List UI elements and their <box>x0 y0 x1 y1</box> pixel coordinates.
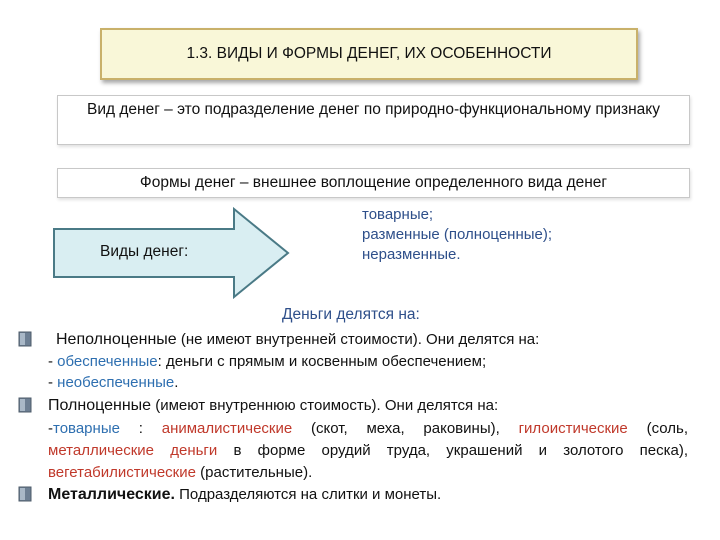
secured-text: : деньги с прямым и косвенным обеспечением; <box>157 353 487 370</box>
split-title: Деньги делятся на: <box>282 306 420 323</box>
definition-term: Вид денег <box>87 101 160 118</box>
incomplete-heading: Неполноценные <box>56 331 177 348</box>
definition-box <box>57 95 690 145</box>
definition-text: – это подразделение денег по природно-функциональному признаку <box>159 101 660 118</box>
slide-title-box <box>100 28 638 80</box>
section-incomplete <box>56 329 696 350</box>
line-prefix: - <box>48 374 58 391</box>
section-metal <box>48 484 688 505</box>
incomplete-line-1 <box>48 351 688 372</box>
arrow-label: Виды денег: <box>100 243 189 260</box>
metal-money-examples: в форме орудий труда, украшений и золотого песка), <box>217 442 688 459</box>
unsecured-term: необеспеченные <box>57 374 175 391</box>
line-prefix: - <box>48 353 58 370</box>
secured-term: обеспеченные <box>57 353 158 370</box>
square-bullet-icon <box>18 331 32 347</box>
metal-text: Подразделяются на слитки и монеты. <box>174 486 442 503</box>
complete-details <box>48 418 688 484</box>
line-end: . <box>174 374 179 391</box>
complete-text: (имеют внутреннюю стоимость). Они делятся на: <box>151 397 499 414</box>
type-item: товарные; <box>362 206 434 223</box>
incomplete-line-2 <box>48 372 688 393</box>
dash: - <box>48 420 53 437</box>
section-complete <box>48 395 688 416</box>
vegetable-term: вегетабилистические <box>48 464 196 481</box>
incomplete-text: (не имеют внутренней стоимости). Они делятся на: <box>176 331 540 348</box>
hyloistic-term: гилоистические <box>518 420 628 437</box>
types-list <box>362 205 552 265</box>
complete-heading: Полноценные <box>48 397 152 414</box>
type-item: разменные (полноценные); <box>362 226 553 243</box>
slide-title: 1.3. ВИДЫ И ФОРМЫ ДЕНЕГ, ИХ ОСОБЕННОСТИ <box>186 45 552 62</box>
metal-heading: Металлические. <box>48 486 175 503</box>
vegetable-examples: (растительные). <box>195 464 313 481</box>
forms-text: – внешнее воплощение определенного вида денег <box>235 174 608 191</box>
square-bullet-icon <box>18 486 32 502</box>
type-item: неразменные. <box>362 246 461 263</box>
metal-money-term: металлические деньги <box>48 442 218 459</box>
square-bullet-icon <box>18 397 32 413</box>
forms-box <box>57 168 690 198</box>
commodity-term: товарные <box>53 420 120 437</box>
animalistic-term: анималистические <box>161 420 293 437</box>
forms-term: Формы денег <box>139 174 236 191</box>
colon: : <box>119 420 162 437</box>
animalistic-examples: (скот, меха, раковины), <box>292 420 519 437</box>
hyloistic-examples: (соль, <box>627 420 688 437</box>
